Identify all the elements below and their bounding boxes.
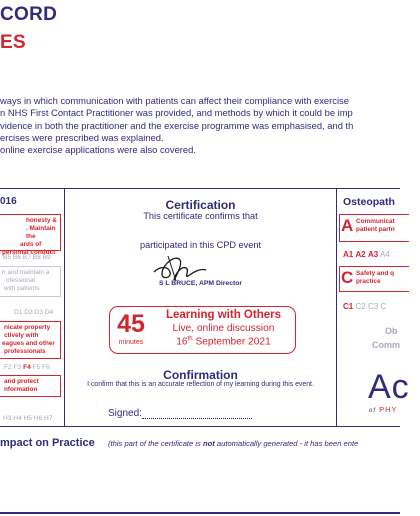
standard-text: with patients bbox=[4, 285, 40, 292]
standard-codes-h: H3 H4 H5 H6 H7 bbox=[3, 415, 53, 422]
date-day: 16 bbox=[176, 336, 188, 348]
standard-codes-b: B5 B6 B7 B8 B9 bbox=[3, 254, 51, 261]
standard-text: nformation bbox=[4, 386, 38, 393]
date-suffix: th bbox=[187, 336, 193, 342]
academy-logo: Ac bbox=[368, 368, 410, 406]
description-line: vidence in both the practitioner and the exercise programme was emphasised, and th bbox=[0, 119, 354, 131]
signed-label: Signed: bbox=[108, 408, 142, 419]
code-active: F4 bbox=[23, 364, 31, 371]
record-title: CORD bbox=[0, 4, 58, 25]
certificate-frame-top bbox=[0, 188, 400, 189]
standard-text: ctively with bbox=[4, 332, 39, 339]
code-active: A1 bbox=[343, 250, 354, 259]
confirmation-title: Confirmation bbox=[163, 368, 238, 382]
standard-text: eagues and other bbox=[2, 340, 55, 347]
left-divider bbox=[64, 188, 65, 426]
standard-codes-d: D1 D2 D3 D4 bbox=[14, 309, 54, 316]
standard-text: nicate property bbox=[4, 324, 51, 331]
note-emphasis: not bbox=[202, 439, 215, 448]
section-letter-c: C bbox=[341, 268, 354, 287]
standard-box-f bbox=[0, 321, 61, 359]
event-description bbox=[0, 95, 420, 156]
cpd-duration-value: 45 bbox=[117, 310, 145, 338]
impact-note bbox=[108, 439, 358, 448]
code-inactive: F5 F6 bbox=[32, 364, 50, 371]
standard-text: . Maintain the bbox=[26, 225, 56, 240]
comments-text: Comm bbox=[372, 340, 401, 350]
standard-box-b bbox=[0, 214, 61, 256]
description-line: online exercise applications were also covered. bbox=[0, 144, 196, 156]
date-month-year: September 2021 bbox=[195, 336, 271, 348]
standard-text: and protect bbox=[4, 378, 39, 385]
certification-confirm-text: This certificate confirms that bbox=[143, 211, 258, 221]
participated-text: participated in this CPD event bbox=[139, 240, 262, 250]
academy-logo-subtext bbox=[369, 405, 398, 414]
cpd-event-format: Live, online discussion bbox=[172, 323, 275, 334]
standard-box-h bbox=[0, 375, 61, 397]
section-text-line: patient partn bbox=[356, 226, 395, 233]
cpd-event-title: Learning with Others bbox=[165, 309, 281, 321]
code-inactive: C3 bbox=[367, 302, 379, 311]
standard-text: professionals bbox=[4, 348, 46, 355]
code-inactive: A4 bbox=[379, 250, 390, 259]
section-a-text bbox=[356, 218, 395, 234]
standard-text: ards of bbox=[20, 241, 42, 248]
code-inactive: F2 F3 bbox=[4, 364, 22, 371]
impact-title: mpact on Practice bbox=[0, 437, 95, 449]
standard-text: ofessional bbox=[6, 277, 35, 284]
certificate-frame-bottom bbox=[0, 426, 400, 427]
code-inactive: C2 bbox=[355, 302, 366, 311]
code-active: A3 bbox=[367, 250, 379, 259]
section-c-text bbox=[356, 270, 394, 286]
standard-text: n and maintain a bbox=[2, 269, 50, 276]
confirmation-text: I confirm that this is an accurate reflection of my learning during this event. bbox=[87, 381, 314, 388]
observation-text: Ob bbox=[385, 326, 398, 336]
signatory-name: S L BRUCE, APM Director bbox=[158, 280, 243, 287]
standard-text: honesty & bbox=[26, 217, 57, 224]
note-text: automatically generated - it has been ente bbox=[214, 439, 359, 448]
description-line: ercises were prescribed was explained. bbox=[0, 131, 164, 143]
standard-codes-f bbox=[4, 364, 50, 371]
section-text-line: Safety and q bbox=[356, 270, 394, 277]
code-active: C1 bbox=[343, 302, 354, 311]
osteopath-standards-heading: Osteopath bbox=[343, 196, 395, 208]
note-text: (this part of the certificate is bbox=[108, 439, 203, 448]
cpd-event-date bbox=[151, 336, 296, 347]
standards-heading: 016 bbox=[0, 196, 17, 207]
logo-prefix: of bbox=[369, 408, 377, 414]
standard-text: personal conduct bbox=[2, 249, 56, 256]
signature-line[interactable] bbox=[142, 418, 252, 419]
standard-box-d bbox=[0, 266, 61, 297]
record-subtitle: ES bbox=[0, 32, 26, 53]
section-letter-a: A bbox=[341, 216, 354, 235]
description-line: ways in which communication with patients can affect their compliance with exercise bbox=[0, 95, 349, 106]
section-text-line: Communicat bbox=[356, 218, 395, 225]
section-a-codes bbox=[343, 250, 390, 259]
description-line: n NHS First Contact Practitioner was provided, and methods by which it could be imp bbox=[0, 107, 353, 119]
logo-suffix: PHY bbox=[379, 405, 398, 414]
code-active: A2 bbox=[355, 250, 366, 259]
section-text-line: practice bbox=[356, 278, 381, 285]
code-inactive: C bbox=[380, 302, 387, 311]
director-signature bbox=[150, 250, 210, 284]
cpd-duration-unit: minutes bbox=[118, 339, 144, 346]
certification-title: Certification bbox=[165, 198, 236, 212]
section-c-codes bbox=[343, 302, 386, 311]
right-divider bbox=[336, 188, 337, 426]
footer-line bbox=[0, 512, 400, 514]
